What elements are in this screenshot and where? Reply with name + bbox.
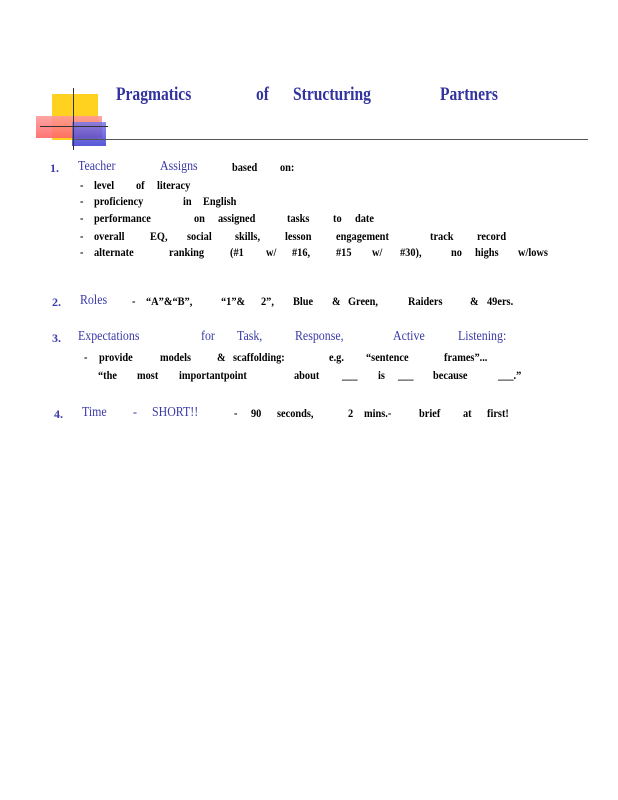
bullet-word: literacy: [157, 180, 191, 192]
title-divider: [72, 139, 588, 140]
section-1-number: 1.: [50, 161, 59, 175]
bullet-word: #15: [336, 247, 352, 259]
section-3-line1-word: -: [84, 352, 88, 364]
section-3-line2-word: ___.”: [498, 370, 522, 382]
section-4-heading-word: -: [133, 405, 137, 420]
section-4-tail-word: at: [463, 408, 472, 420]
bullet-word: ranking: [169, 247, 205, 259]
section-2-tail-word: 2”,: [261, 296, 274, 308]
bullet-dash: -: [80, 213, 84, 225]
section-3-heading-word: Task,: [237, 329, 263, 344]
bullet-word: overall: [94, 231, 125, 243]
section-1-heading-word: Assigns: [160, 159, 198, 174]
section-4-tail-word: first!: [487, 408, 509, 420]
bullet-word: date: [355, 213, 374, 225]
section-3-line2-word: importantpoint: [179, 370, 247, 382]
bullet-dash: -: [80, 180, 84, 192]
title-word-3: Structuring: [293, 84, 371, 105]
logo-horizontal-line: [40, 126, 108, 127]
bullet-word: tasks: [287, 213, 310, 225]
section-2-tail-word: -: [132, 296, 136, 308]
bullet-word: lesson: [285, 231, 312, 243]
section-2-tail-word: &: [332, 296, 341, 308]
section-3-number: 3.: [52, 331, 61, 345]
bullet-word: #16,: [292, 247, 311, 259]
section-2-tail-word: Raiders: [408, 296, 443, 308]
section-2-number: 2.: [52, 295, 61, 309]
section-2-tail-word: “A”&“B”,: [146, 296, 193, 308]
title-word-4: Partners: [440, 84, 498, 105]
bullet-word: w/: [372, 247, 383, 259]
section-4-heading-word: Time: [82, 405, 107, 420]
bullet-word: w/: [266, 247, 277, 259]
bullet-word: track: [430, 231, 454, 243]
bullet-word: skills,: [235, 231, 261, 243]
bullet-word: performance: [94, 213, 151, 225]
section-1-tail-word: based: [232, 162, 258, 174]
section-3-line2-word: “the: [98, 370, 117, 382]
bullet-word: in: [183, 196, 192, 208]
bullet-word: highs: [475, 247, 499, 259]
section-3-line2-word: is: [378, 370, 385, 382]
section-3-heading-word: Active: [393, 329, 425, 344]
section-4-tail-word: seconds,: [277, 408, 314, 420]
section-4-tail-word: 2: [348, 408, 354, 420]
section-2-tail-word: &: [470, 296, 479, 308]
section-2-tail-word: Blue: [293, 296, 314, 308]
bullet-word: to: [333, 213, 342, 225]
section-3-line1-word: scaffolding:: [233, 352, 285, 364]
bullet-word: #30),: [400, 247, 422, 259]
section-3-heading-word: Listening:: [458, 329, 507, 344]
section-2-tail-word: 49ers.: [487, 296, 514, 308]
section-3-line1-word: “sentence: [366, 352, 409, 364]
section-3-line2-word: about: [294, 370, 320, 382]
section-3-line2-word: ___: [398, 370, 414, 382]
bullet-word: alternate: [94, 247, 134, 259]
section-2-tail-word: Green,: [348, 296, 378, 308]
bullet-word: social: [187, 231, 212, 243]
title-word-1: Pragmatics: [116, 84, 192, 105]
section-3-line1-word: provide: [99, 352, 133, 364]
section-3-line1-word: e.g.: [329, 352, 344, 364]
section-3-line2-word: most: [137, 370, 159, 382]
bullet-word: proficiency: [94, 196, 144, 208]
section-4-tail-word: brief: [419, 408, 441, 420]
bullet-word: assigned: [218, 213, 256, 225]
bullet-word: level: [94, 180, 115, 192]
title-word-2: of: [256, 84, 269, 105]
section-3-line1-word: &: [217, 352, 226, 364]
bullet-word: on: [194, 213, 205, 225]
bullet-word: record: [477, 231, 507, 243]
bullet-word: no: [451, 247, 462, 259]
section-3-line2-word: ___: [342, 370, 358, 382]
bullet-word: (#1: [230, 247, 244, 259]
bullet-word: English: [203, 196, 237, 208]
section-1-heading-word: Teacher: [78, 159, 116, 174]
logo-vertical-line: [73, 88, 74, 150]
section-4-heading-word: SHORT!!: [152, 405, 199, 420]
section-4-tail-word: mins.-: [364, 408, 392, 420]
section-1-tail-word: on:: [280, 162, 295, 174]
bullet-dash: -: [80, 196, 84, 208]
bullet-word: w/lows: [518, 247, 548, 259]
bullet-word: EQ,: [150, 231, 168, 243]
section-3-line1-word: frames”...: [444, 352, 488, 364]
section-3-line2-word: because: [433, 370, 468, 382]
section-4-tail-word: 90: [251, 408, 262, 420]
section-2-tail-word: “1”&: [221, 296, 246, 308]
section-3-heading-word: for: [201, 329, 215, 344]
section-2-heading: Roles: [80, 293, 108, 308]
section-4-number: 4.: [54, 407, 63, 421]
bullet-word: of: [136, 180, 145, 192]
bullet-word: engagement: [336, 231, 389, 243]
section-3-heading-word: Expectations: [78, 329, 140, 344]
section-4-tail-word: -: [234, 408, 238, 420]
section-3-line1-word: models: [160, 352, 192, 364]
section-3-heading-word: Response,: [295, 329, 344, 344]
bullet-dash: -: [80, 231, 84, 243]
bullet-dash: -: [80, 247, 84, 259]
